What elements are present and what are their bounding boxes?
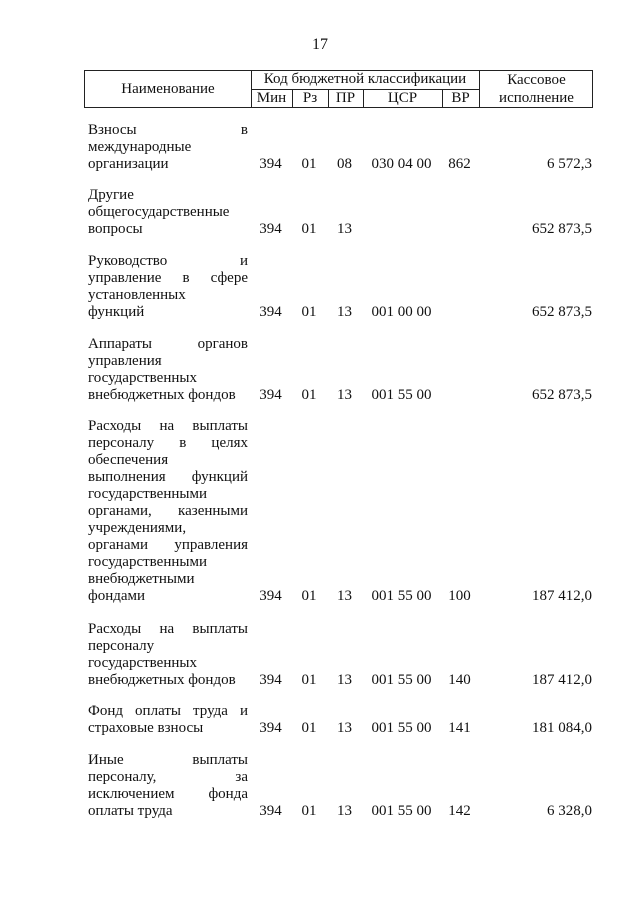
row-pr: 13 bbox=[337, 672, 352, 688]
row-min: 394 bbox=[259, 672, 282, 688]
header-vr: ВР bbox=[451, 90, 470, 106]
header-min: Мин bbox=[256, 90, 287, 106]
row-name-line: внебюджетных фондов bbox=[88, 672, 236, 688]
row-name-line: государственных bbox=[88, 370, 197, 386]
row-csr: 001 55 00 bbox=[371, 387, 432, 403]
row-name bbox=[88, 752, 248, 820]
row-name-line: государственных bbox=[88, 655, 197, 671]
row-name-line: международные bbox=[88, 139, 192, 155]
header-rz: Рз bbox=[302, 90, 318, 106]
row-csr: 001 00 00 bbox=[371, 304, 432, 320]
row-rz: 01 bbox=[301, 221, 317, 237]
header-name: Наименование bbox=[121, 81, 215, 97]
row-name-line: государственными bbox=[88, 554, 207, 570]
row-name-line: обеспечения bbox=[88, 452, 169, 468]
row-rz: 01 bbox=[301, 803, 317, 819]
row-name-line: Аппараты органов bbox=[88, 336, 248, 352]
header-amount-line1: Кассовое bbox=[507, 72, 566, 88]
row-pr: 13 bbox=[337, 720, 352, 736]
row-name-line: Фонд оплаты труда и bbox=[88, 703, 248, 719]
row-name-line: фондами bbox=[88, 588, 146, 604]
row-rz: 01 bbox=[301, 672, 317, 688]
row-name-line: Руководство и bbox=[88, 253, 248, 269]
row-name-line: внебюджетными bbox=[88, 571, 195, 587]
row-amount: 652 873,5 bbox=[532, 387, 592, 403]
header-pr: ПР bbox=[335, 90, 356, 106]
row-amount: 652 873,5 bbox=[532, 221, 592, 237]
row-name-line: Взносы в bbox=[88, 122, 248, 138]
row-name-line: органами, казенными bbox=[88, 503, 248, 519]
row-amount: 187 412,0 bbox=[532, 672, 592, 688]
row-name-line: Расходы на выплаты bbox=[88, 621, 248, 637]
row-rz: 01 bbox=[301, 588, 317, 604]
row-rz: 01 bbox=[301, 156, 317, 172]
row-name-line: организации bbox=[88, 156, 169, 172]
row-name-line: органами управления bbox=[88, 537, 248, 553]
row-min: 394 bbox=[259, 304, 282, 320]
row-min: 394 bbox=[259, 720, 282, 736]
row-name-line: функций bbox=[88, 304, 145, 320]
row-amount: 187 412,0 bbox=[532, 588, 592, 604]
row-name-line: Расходы на выплаты bbox=[88, 418, 248, 434]
row-min: 394 bbox=[259, 588, 282, 604]
row-name bbox=[88, 122, 248, 173]
row-pr: 08 bbox=[337, 156, 352, 172]
header-code-group: Код бюджетной классификации bbox=[263, 71, 467, 87]
row-name-line: управление в сфере bbox=[88, 270, 248, 286]
row-pr: 13 bbox=[337, 221, 352, 237]
row-name-line: установленных bbox=[88, 287, 186, 303]
row-csr: 001 55 00 bbox=[371, 720, 432, 736]
row-min: 394 bbox=[259, 156, 282, 172]
row-name-line: Другие bbox=[88, 187, 134, 203]
row-name bbox=[88, 418, 248, 605]
row-min: 394 bbox=[259, 387, 282, 403]
row-name-line: государственными bbox=[88, 486, 207, 502]
row-name bbox=[88, 187, 248, 238]
row-csr: 001 55 00 bbox=[371, 803, 432, 819]
row-name-line: Иные выплаты bbox=[88, 752, 248, 768]
row-name-line: общегосударственные bbox=[88, 204, 230, 220]
row-csr: 030 04 00 bbox=[371, 156, 432, 172]
row-pr: 13 bbox=[337, 588, 352, 604]
row-name bbox=[88, 621, 248, 689]
row-amount: 6 572,3 bbox=[547, 156, 592, 172]
row-pr: 13 bbox=[337, 304, 352, 320]
row-name-line: управления bbox=[88, 353, 162, 369]
row-name-line: внебюджетных фондов bbox=[88, 387, 236, 403]
row-rz: 01 bbox=[301, 387, 317, 403]
row-name-line: персоналу bbox=[88, 638, 155, 654]
row-name-line: исключением фонда bbox=[88, 786, 248, 802]
row-name-line: персоналу, за bbox=[88, 769, 248, 785]
row-name bbox=[88, 703, 248, 737]
row-vr: 142 bbox=[448, 803, 471, 819]
row-name-line: выполнения функций bbox=[88, 469, 248, 485]
row-rz: 01 bbox=[301, 720, 317, 736]
row-pr: 13 bbox=[337, 387, 352, 403]
row-name-line: учреждениями, bbox=[88, 520, 187, 536]
row-vr: 862 bbox=[448, 156, 471, 172]
row-amount: 6 328,0 bbox=[547, 803, 592, 819]
row-csr: 001 55 00 bbox=[371, 672, 432, 688]
row-name-line: оплаты труда bbox=[88, 803, 173, 819]
row-name-line: персоналу в целях bbox=[88, 435, 248, 451]
row-amount: 652 873,5 bbox=[532, 304, 592, 320]
row-min: 394 bbox=[259, 803, 282, 819]
row-name-line: страховые взносы bbox=[88, 720, 204, 736]
row-vr: 140 bbox=[448, 672, 471, 688]
row-name bbox=[88, 336, 248, 404]
header-amount-line2: исполнение bbox=[499, 90, 574, 106]
row-vr: 100 bbox=[448, 588, 471, 604]
row-vr: 141 bbox=[448, 720, 471, 736]
row-name bbox=[88, 253, 248, 321]
header-csr: ЦСР bbox=[387, 90, 418, 106]
page-number: 17 bbox=[312, 36, 328, 53]
row-amount: 181 084,0 bbox=[532, 720, 592, 736]
row-rz: 01 bbox=[301, 304, 317, 320]
row-min: 394 bbox=[259, 221, 282, 237]
table-header bbox=[84, 70, 593, 108]
row-name-line: вопросы bbox=[88, 221, 143, 237]
row-pr: 13 bbox=[337, 803, 352, 819]
row-csr: 001 55 00 bbox=[371, 588, 432, 604]
